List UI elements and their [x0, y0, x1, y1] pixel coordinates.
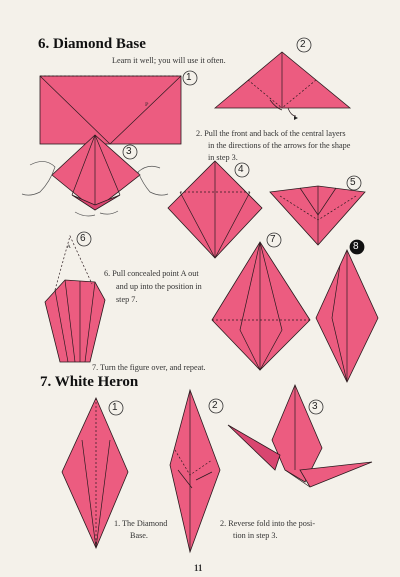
- diamond-base-step-8: [316, 250, 378, 382]
- heron-step-number-3: 3: [312, 401, 318, 412]
- white-heron-step-2: [170, 390, 220, 552]
- heron-step-number-2: 2: [212, 400, 218, 411]
- step-number-1: 1: [186, 72, 192, 83]
- heron-step-number-1: 1: [112, 402, 118, 413]
- diamond-base-step-5: [270, 186, 365, 245]
- step2-text-line3: in step 3.: [208, 153, 238, 162]
- diamond-base-subtitle: Learn it well; you will use it often.: [112, 56, 226, 65]
- diamond-base-step-1: [40, 76, 181, 144]
- step-number-8: 8: [353, 241, 359, 252]
- step-number-6: 6: [80, 233, 86, 244]
- diamond-base-step-3: [22, 135, 168, 216]
- heron-step2-line2: tion in step 3.: [233, 531, 278, 540]
- heron-step2-line1: 2. Reverse fold into the posi-: [220, 519, 316, 528]
- white-heron-step-3: [228, 385, 372, 487]
- step-number-3: 3: [126, 146, 132, 157]
- heron-step1-line2: Base.: [130, 531, 148, 540]
- step6-text-line2: and up into the position in: [116, 282, 202, 291]
- white-heron-title: 7. White Heron: [40, 374, 139, 390]
- step-number-7: 7: [270, 234, 276, 245]
- diamond-base-step-4: [168, 161, 262, 258]
- diamond-base-step-7: [212, 242, 310, 370]
- diamond-base-step-6: [45, 236, 105, 362]
- page-number: 11: [194, 563, 203, 573]
- heron-step1-line1: 1. The Diamond: [114, 519, 168, 528]
- step-number-5: 5: [350, 177, 356, 188]
- point-p-label: P: [145, 102, 149, 108]
- step-number-4: 4: [238, 164, 244, 175]
- step-number-2: 2: [300, 39, 306, 50]
- step6-text-line1: 6. Pull concealed point A out: [104, 269, 199, 278]
- diamond-base-step-2: [215, 52, 350, 120]
- step7-text: 7. Turn the figure over, and repeat.: [92, 363, 206, 372]
- diamond-base-title: 6. Diamond Base: [38, 36, 146, 52]
- step2-text-line2: in the directions of the arrows for the shape: [208, 141, 351, 150]
- step2-text-line1: 2. Pull the front and back of the central layers: [196, 129, 346, 138]
- step6-text-line3: step 7.: [116, 295, 138, 304]
- point-a-label: A: [67, 244, 71, 250]
